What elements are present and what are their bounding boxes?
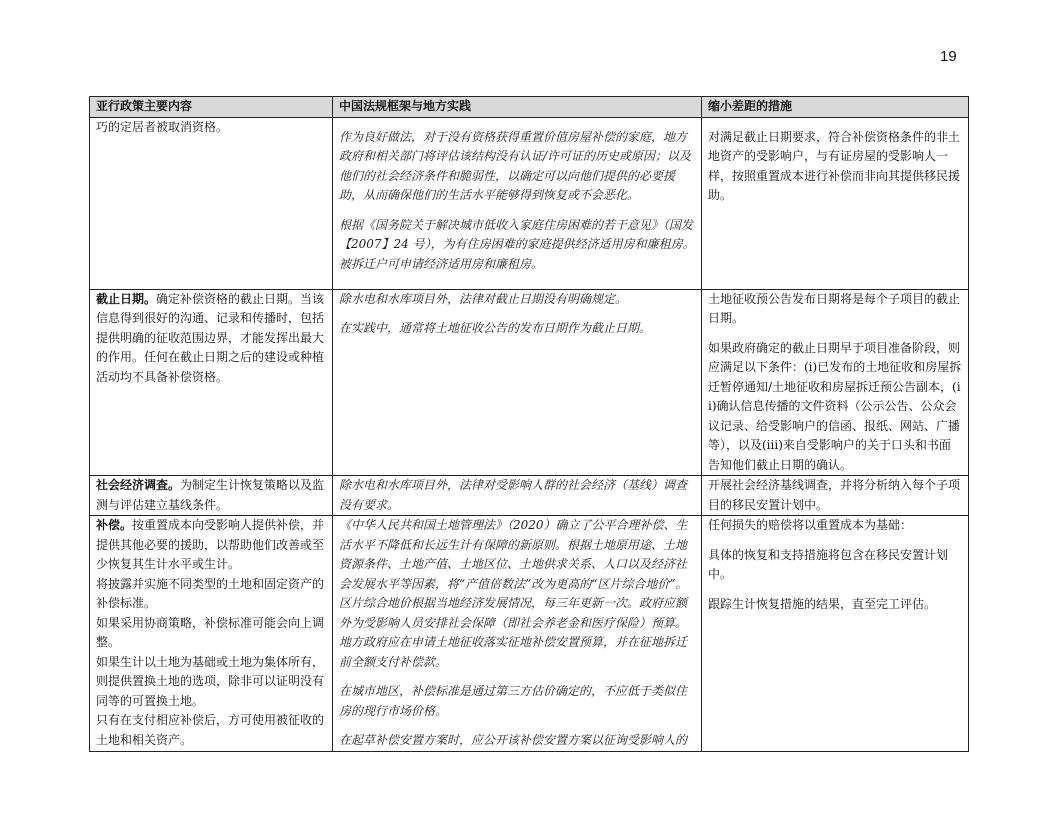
table-row (90, 516, 969, 752)
prc-framework-cell (333, 117, 702, 289)
policy-heading: 补偿。 (96, 518, 133, 532)
table-header-row (90, 97, 969, 118)
table-row (90, 117, 969, 289)
measure-paragraph: 土地征收预公告发布日期将是每个子项目的截止日期。 (708, 291, 961, 325)
table-row (90, 289, 969, 476)
policy-text (96, 516, 326, 575)
table-row (90, 476, 969, 516)
framework-paragraph: 根据《国务院关于解决城市低收入家庭住房困难的若干意见》（国发【2007】24 号），为有住房困难的家庭提供经济适用房和廉租房。被拆迁户可申请经济适用房和廉租房。 (339, 217, 695, 271)
adb-policy-cell (90, 516, 333, 752)
policy-body: 确定补偿资格的截止日期。当该信息得到很好的沟通、记录和传播时，包括提供明确的征收范围边界，才能发挥出最大的作用。任何在截止日期之后的建设或种植活动均不具备补偿资格。 (96, 291, 325, 384)
framework-paragraph: 在实践中，通常将土地征收公告的发布日期作为截止日期。 (339, 321, 652, 335)
policy-body: 为制定生计恢复策略以及监测与评估建立基线条件。 (96, 478, 325, 512)
measure-paragraph: 具体的恢复和支持措施将包含在移民安置计划中。 (708, 547, 949, 581)
framework-paragraph: 在起草补偿安置方案时，应公开该补偿安置方案以征询受影响人的 (339, 733, 688, 747)
framework-paragraph: 在城市地区，补偿标准是通过第三方估价确定的，不应低于类似住房的现行市场价格。 (339, 684, 688, 718)
policy-heading: 社会经济调查。 (96, 478, 181, 492)
measure-paragraph: 如果政府确定的截止日期早于项目准备阶段，则应满足以下条件：(i)已发布的土地征收和房屋拆迁暂停通知/土地征收和房屋拆迁预公告副本，(ii)确认信息传播的文件资料（公示公告、公众会议记录、给受影响户的信函、报纸、网站、广播等），以及(iii)来自受影响户的关于口头和书面告知他们截止日期的确认。 (708, 340, 962, 472)
gap-measures-cell (702, 289, 969, 476)
framework-paragraph: 除水电和水库项目外，法律对截止日期没有明确规定。 (339, 291, 628, 306)
adb-policy-cell (90, 476, 333, 516)
policy-heading: 截止日期。 (96, 291, 157, 306)
prc-framework-cell (333, 476, 702, 516)
measure-paragraph: 开展社会经济基线调查，并将分析纳入每个子项目的移民安置计划中。 (708, 478, 961, 512)
gap-measures-cell (702, 476, 969, 516)
policy-extra: 如果采用协商策略，补偿标准可能会向上调整。 (96, 615, 325, 649)
policy-extra: 将披露并实施不同类型的土地和固定资产的补偿标准。 (96, 576, 325, 610)
prc-framework-cell (333, 289, 702, 476)
header-prc-framework: 中国法规框架与地方实践 (333, 97, 702, 118)
framework-paragraph: 除水电和水库项目外，法律对受影响人群的社会经济（基线）调查没有要求。 (339, 478, 688, 512)
policy-gap-table (89, 96, 969, 752)
policy-text (96, 290, 326, 388)
header-adb-policy: 亚行政策主要内容 (90, 97, 333, 118)
adb-policy-cell (90, 289, 333, 476)
gap-measures-cell (702, 117, 969, 289)
policy-extra: 如果生计以土地为基础或土地为集体所有，则提供置换土地的选项，除非可以证明没有同等的可置换土地。 (96, 654, 325, 708)
framework-paragraph: 作为良好做法，对于没有资格获得重置价值房屋补偿的家庭，地方政府和相关部门将评估该结构没有认证/许可证的历史或原因；以及他们的社会经济条件和脆弱性，以确定可以向他们提供的必要援助，从而确保他们的生活水平能够得到恢复或不会恶化。 (339, 129, 692, 202)
policy-body: 按重置成本向受影响人提供补偿，并提供其他必要的援助，以帮助他们改善或至少恢复其生计水平或生计。 (96, 518, 325, 571)
adb-policy-cell (90, 117, 333, 289)
policy-text: 巧的定居者被取消资格。 (96, 119, 229, 134)
policy-text (96, 476, 326, 515)
page-number: 19 (940, 48, 957, 65)
framework-paragraph: 《中华人民共和国土地管理法》（2020）确立了公平合理补偿、生活水平不降低和长远生计有保障的新原则。根据土地原用途、土地资源条件、土地产值、土地区位、土地供求关系、人口以及经济社会发展水平等因素，将“产值倍数法”改为更高的“区片综合地价”。区片综合地价根据当地经济发展情况，每三年更新一次。政府应额外为受影响人员安排社会保障（即社会养老金和医疗保险）预算。地方政府应在申请土地征收落实征地补偿安置预算，并在征地拆迁前全额支付补偿款。 (339, 518, 688, 669)
prc-framework-cell (333, 516, 702, 752)
header-gap-measures: 缩小差距的措施 (702, 97, 969, 118)
measure-paragraph: 任何损失的赔偿将以重置成本为基础： (708, 518, 913, 532)
gap-measures-cell (702, 516, 969, 752)
measure-paragraph: 对满足截止日期要求，符合补偿资格条件的非土地资产的受影响户，与有证房屋的受影响人一样，按照重置成本进行补偿而非向其提供移民援助。 (708, 129, 961, 202)
measure-paragraph: 跟踪生计恢复措施的结果，直至完工评估。 (708, 596, 937, 611)
policy-extra: 只有在支付相应补偿后，方可使用被征收的土地和相关资产。 (96, 713, 325, 747)
